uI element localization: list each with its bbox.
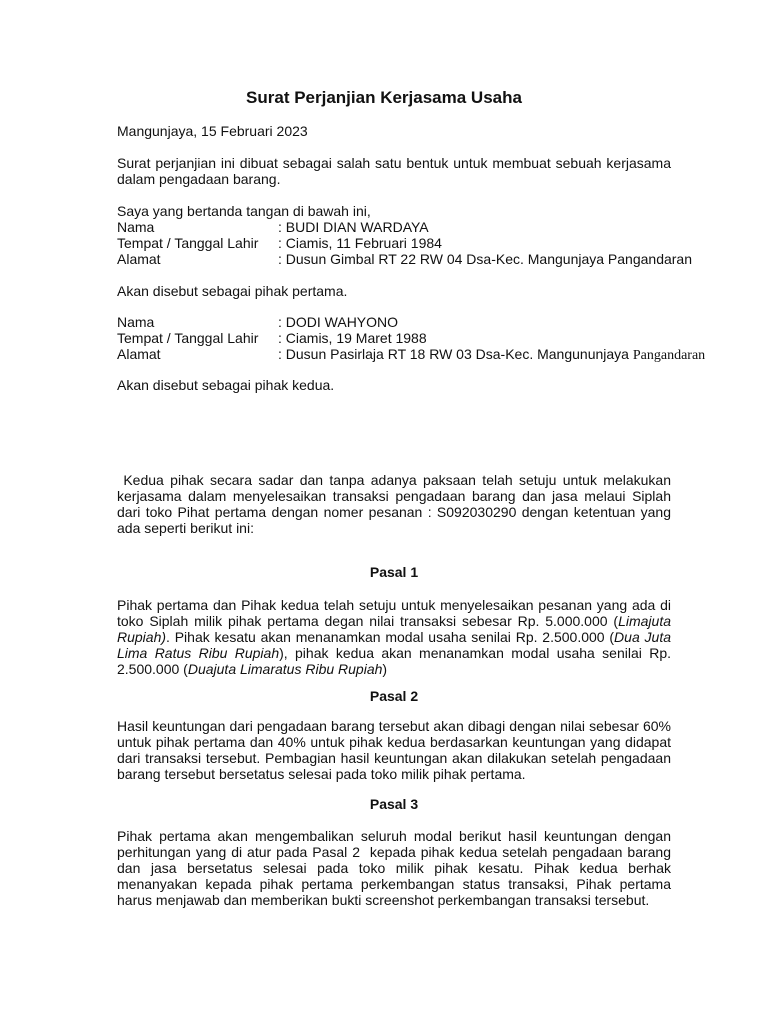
pasal-1-italic-3: Duajuta Limaratus Ribu Rupiah <box>187 661 383 677</box>
pasal-1-text-2: . Pihak kesatu akan menanamkan modal usaha senilai Rp. 2.500.000 ( <box>166 629 615 645</box>
party-two-address-label: Alamat <box>117 346 161 362</box>
document-title: Surat Perjanjian Kerjasama Usaha <box>246 88 522 107</box>
pasal-1-italic-1: Limajuta Rupiah) <box>117 613 671 645</box>
party-two-address-tail: Pangandaran <box>632 348 706 363</box>
intro-paragraph: Surat perjanjian ini dibuat sebagai salah satu bentuk untuk membuat sebuah kerjasama dalam pengadaan barang. <box>117 155 671 187</box>
party-two-designation: Akan disebut sebagai pihak kedua. <box>117 377 335 393</box>
party-two-address <box>278 346 705 364</box>
pasal-1-italic-2: Dua Juta Lima Ratus Ribu Rupiah <box>117 629 671 661</box>
party-one-name-label: Nama <box>117 219 155 235</box>
pasal-1-text-3: ), pihak kedua akan menanamkan modal usaha senilai Rp. 2.500.000 ( <box>117 645 672 677</box>
party-two-name: : DODI WAHYONO <box>278 314 399 330</box>
pasal-1-paragraph <box>117 597 671 677</box>
pasal-3-heading: Pasal 3 <box>369 796 419 812</box>
agreement-paragraph: Kedua pihak secara sadar dan tanpa adanya paksaan telah setuju untuk melakukan kerjasama dalam menyelesaikan transaksi pengadaan barang dan jasa melaui Siplah dari toko Pihat pertama dengan nomer pesanan : S092030290 dengan ketentuan yang ada seperti berikut ini: <box>117 472 675 536</box>
pasal-2-heading: Pasal 2 <box>369 688 419 704</box>
pasal-2-paragraph: Hasil keuntungan dari pengadaan barang tersebut akan dibagi dengan nilai sebesar 60% untuk pihak pertama dan 40% untuk pihak kedua berdasarkan keuntungan yang didapat dari transaksi tersebut. Pembagian hasil keuntungan akan dilakukan setelah pengadaan barang tersebut bersetatus selesai pada toko milik pihak pertama. <box>117 718 671 782</box>
party-two-address-main: : Dusun Pasirlaja RT 18 RW 03 Dsa-Kec. Mangununjaya <box>278 346 629 362</box>
place-date: Mangunjaya, 15 Februari 2023 <box>117 123 308 139</box>
pasal-1-heading: Pasal 1 <box>369 564 419 580</box>
party-one-name: : BUDI DIAN WARDAYA <box>278 219 429 235</box>
pasal-1-text-4: ) <box>382 661 388 677</box>
party-one-address: : Dusun Gimbal RT 22 RW 04 Dsa-Kec. Mangunjaya Pangandaran <box>278 251 693 267</box>
party-one-birth-label: Tempat / Tanggal Lahir <box>117 235 259 251</box>
undersigned-statement: Saya yang bertanda tangan di bawah ini, <box>117 203 371 219</box>
party-one-designation: Akan disebut sebagai pihak pertama. <box>117 283 348 299</box>
party-one-address-label: Alamat <box>117 251 161 267</box>
party-two-name-label: Nama <box>117 314 155 330</box>
pasal-3-paragraph: Pihak pertama akan mengembalikan seluruh modal berikut hasil keuntungan dengan perhitungan yang di atur pada Pasal 2 kepada pihak kedua setelah pengadaan barang dan jasa bersetatus selesai pada toko milik pihak kesatu. Pihak kedua berhak menanyakan kepada pihak pertama perkembangan status transaksi, Pihak pertama harus menjawab dan memberikan bukti screenshot perkembangan transaksi tersebut. <box>117 828 675 908</box>
pasal-1-text-1: Pihak pertama dan Pihak kedua telah setuju untuk menyelesaikan pesanan yang ada di toko Siplah milik pihak pertama degan nilai transaksi sebesar Rp. 5.000.000 ( <box>117 597 671 629</box>
party-two-birth: : Ciamis, 19 Maret 1988 <box>278 330 427 346</box>
party-two-birth-label: Tempat / Tanggal Lahir <box>117 330 259 346</box>
party-one-birth: : Ciamis, 11 Februari 1984 <box>278 235 442 251</box>
